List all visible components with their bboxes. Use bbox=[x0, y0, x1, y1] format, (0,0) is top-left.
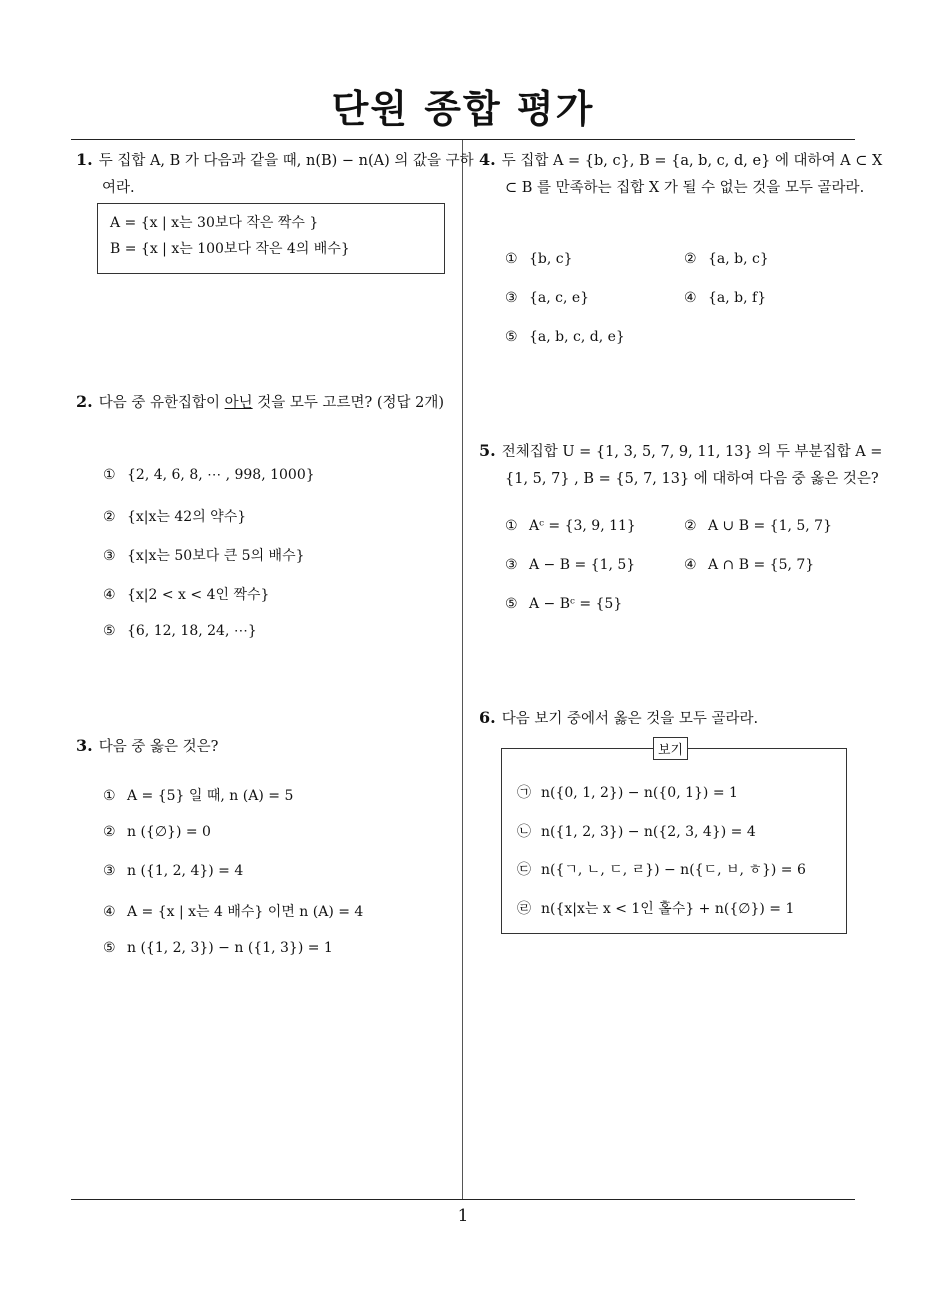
column-divider bbox=[462, 140, 463, 1200]
question-text: 다음 보기 중에서 옳은 것을 모두 골라라. bbox=[501, 711, 759, 727]
q3-choice-5[interactable] bbox=[103, 940, 333, 956]
q2-choice-1[interactable] bbox=[103, 467, 315, 483]
q3-choice-3[interactable] bbox=[103, 863, 243, 879]
bogi-item-4 bbox=[517, 898, 794, 918]
choice-text: {a, b, c} bbox=[708, 251, 769, 267]
choice-text: A ∩ B = {5, 7} bbox=[708, 557, 815, 573]
choice-mark: ③ bbox=[103, 548, 116, 564]
bottom-rule bbox=[71, 1199, 855, 1200]
q3-choice-4[interactable] bbox=[103, 901, 363, 921]
question-6 bbox=[479, 704, 887, 733]
top-rule bbox=[71, 139, 855, 140]
q5-choice-3[interactable] bbox=[505, 557, 635, 573]
item-mark: ㉡ bbox=[517, 824, 531, 840]
question-1 bbox=[76, 146, 484, 202]
choice-text: n ({∅}) = 0 bbox=[127, 824, 211, 840]
bogi-item-1 bbox=[517, 782, 738, 802]
choice-mark: ① bbox=[505, 518, 518, 534]
choice-text: {x|x는 42의 약수} bbox=[127, 509, 247, 525]
q4-choice-5[interactable] bbox=[505, 329, 625, 345]
choice-mark: ④ bbox=[103, 904, 116, 920]
choice-text: {a, c, e} bbox=[529, 290, 590, 306]
set-b-definition: B = {x | x는 100보다 작은 4의 배수} bbox=[110, 241, 350, 257]
q1-set-box bbox=[97, 203, 445, 274]
q2-choice-3[interactable] bbox=[103, 545, 305, 565]
q4-choice-1[interactable] bbox=[505, 251, 573, 267]
question-text: 두 집합 A, B 가 다음과 같을 때, n(B) − n(A) 의 값을 구하여라. bbox=[98, 153, 474, 196]
choice-mark: ③ bbox=[103, 863, 116, 879]
choice-text: n ({1, 2, 4}) = 4 bbox=[127, 863, 244, 879]
q5-choice-2[interactable] bbox=[684, 518, 832, 534]
item-text: n({1, 2, 3}) − n({2, 3, 4}) = 4 bbox=[541, 824, 756, 840]
question-number: 1. bbox=[76, 150, 93, 169]
choice-mark: ⑤ bbox=[505, 596, 518, 612]
choice-text: {a, b, c, d, e} bbox=[529, 329, 625, 345]
choice-text: A ∪ B = {1, 5, 7} bbox=[708, 518, 832, 534]
question-2 bbox=[76, 388, 484, 417]
question-text: 전체집합 U = {1, 3, 5, 7, 9, 11, 13} 의 두 부분집합 A = {1, 5, 7} , B = {5, 7, 13} 에 대하여 다음 중 옳은 것은? bbox=[501, 444, 883, 487]
question-4 bbox=[479, 146, 887, 202]
choice-text: A − B = {1, 5} bbox=[529, 557, 636, 573]
item-mark: ㉣ bbox=[517, 901, 531, 917]
question-number: 3. bbox=[76, 736, 93, 755]
bogi-label: 보기 bbox=[653, 737, 688, 760]
q5-choice-4[interactable] bbox=[684, 557, 814, 573]
bogi-item-3 bbox=[517, 859, 806, 879]
q5-choice-1[interactable] bbox=[505, 518, 636, 534]
choice-text: {a, b, f} bbox=[708, 290, 767, 306]
q3-choice-2[interactable] bbox=[103, 824, 211, 840]
choice-text: {x|x는 50보다 큰 5의 배수} bbox=[127, 548, 305, 564]
choice-text: {2, 4, 6, 8, ⋯ , 998, 1000} bbox=[127, 467, 315, 483]
q5-choice-5[interactable] bbox=[505, 596, 622, 612]
choice-mark: ⑤ bbox=[103, 623, 116, 639]
choice-mark: ② bbox=[684, 518, 697, 534]
question-5 bbox=[479, 437, 887, 493]
choice-mark: ② bbox=[103, 824, 116, 840]
choice-mark: ② bbox=[103, 509, 116, 525]
item-text: n({0, 1, 2}) − n({0, 1}) = 1 bbox=[541, 785, 738, 801]
page-title: 단원 종합 평가 bbox=[331, 87, 595, 131]
q4-choice-2[interactable] bbox=[684, 251, 769, 267]
choice-mark: ④ bbox=[103, 587, 116, 603]
choice-text: n ({1, 2, 3}) − n ({1, 3}) = 1 bbox=[127, 940, 333, 956]
q4-choice-3[interactable] bbox=[505, 290, 589, 306]
page-number: 1 bbox=[457, 1206, 469, 1226]
choice-mark: ② bbox=[684, 251, 697, 267]
q2-choice-4[interactable] bbox=[103, 584, 269, 604]
question-number: 2. bbox=[76, 392, 93, 411]
choice-text: {b, c} bbox=[529, 251, 573, 267]
item-text: n({ㄱ, ㄴ, ㄷ, ㄹ}) − n({ㄷ, ㅂ, ㅎ}) = 6 bbox=[541, 862, 806, 878]
choice-mark: ⑤ bbox=[103, 940, 116, 956]
item-text: n({x|x는 x < 1인 홀수} + n({∅}) = 1 bbox=[541, 901, 795, 917]
choice-text: A = {x | x는 4 배수} 이면 n (A) = 4 bbox=[127, 904, 364, 920]
set-a-definition: A = {x | x는 30보다 작은 짝수 } bbox=[110, 215, 319, 231]
choice-mark: ⑤ bbox=[505, 329, 518, 345]
q3-choice-1[interactable] bbox=[103, 785, 293, 805]
choice-mark: ④ bbox=[684, 290, 697, 306]
item-mark: ㉢ bbox=[517, 862, 531, 878]
choice-mark: ④ bbox=[684, 557, 697, 573]
question-text-underlined: 아닌 bbox=[224, 395, 253, 411]
question-number: 5. bbox=[479, 441, 496, 460]
q4-choice-4[interactable] bbox=[684, 290, 766, 306]
bogi-item-2 bbox=[517, 821, 756, 841]
item-mark: ㉠ bbox=[517, 785, 531, 801]
choice-mark: ① bbox=[505, 251, 518, 267]
choice-text: A − Bᶜ = {5} bbox=[529, 596, 623, 612]
choice-text: A = {5} 일 때, n (A) = 5 bbox=[127, 788, 294, 804]
question-text: 다음 중 옳은 것은? bbox=[98, 739, 219, 755]
question-text: 것을 모두 고르면? (정답 2개) bbox=[252, 395, 445, 411]
question-number: 6. bbox=[479, 708, 496, 727]
choice-text: {x|2 < x < 4인 짝수} bbox=[127, 587, 270, 603]
choice-text: {6, 12, 18, 24, ⋯} bbox=[127, 623, 257, 639]
q2-choice-5[interactable] bbox=[103, 623, 257, 639]
choice-text: Aᶜ = {3, 9, 11} bbox=[529, 518, 636, 534]
question-text: 다음 중 유한집합이 bbox=[98, 395, 225, 411]
choice-mark: ③ bbox=[505, 290, 518, 306]
choice-mark: ③ bbox=[505, 557, 518, 573]
question-text: 두 집합 A = {b, c}, B = {a, b, c, d, e} 에 대하여 A ⊂ X ⊂ B 를 만족하는 집합 X 가 될 수 없는 것을 모두 골라라. bbox=[501, 153, 883, 196]
q2-choice-2[interactable] bbox=[103, 506, 246, 526]
choice-mark: ① bbox=[103, 467, 116, 483]
question-3 bbox=[76, 732, 484, 761]
choice-mark: ① bbox=[103, 788, 116, 804]
question-number: 4. bbox=[479, 150, 496, 169]
